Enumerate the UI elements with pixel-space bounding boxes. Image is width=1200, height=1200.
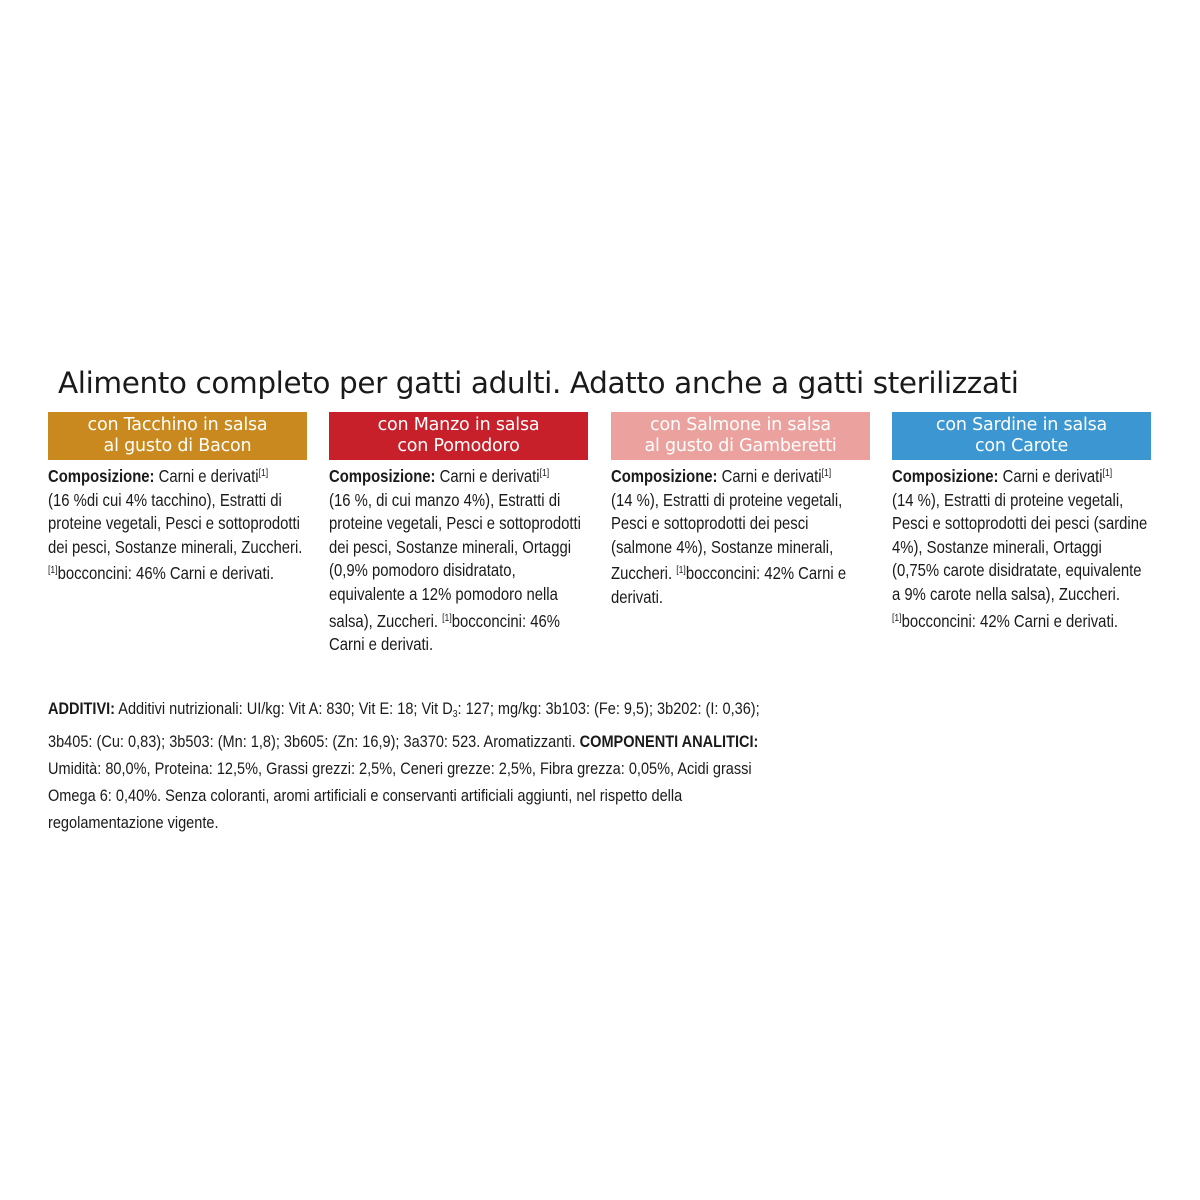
- banner-line-2: con Pomodoro: [397, 436, 520, 456]
- composition-part-c: bocconcini: 46% Carni e derivati.: [57, 563, 275, 584]
- analytical-text: Umidità: 80,0%, Proteina: 12,5%, Grassi grezzi: 2,5%, Ceneri grezze: 2,5%, Fibra grezza: 0,05%, Acidi grassi Omega 6: 0,40%. Senza coloranti, aromi artificiali e conservanti artificiali aggiunti, nel rispetto della regolamentazione vigente.: [48, 759, 752, 832]
- composition-text: [892, 462, 1151, 633]
- composition-part-c: bocconcini: 46% Carni e derivati.: [329, 610, 560, 655]
- footnote-marker: [1]: [1102, 468, 1113, 479]
- banner-line-1: con Sardine in salsa: [935, 415, 1108, 435]
- additives-section: [48, 695, 800, 836]
- banner-line-1: con Tacchino in salsa: [87, 415, 268, 435]
- additives-text-2: : 127; mg/kg: 3b103: (Fe: 9,5); 3b202: (I: 0,36); 3b405: (Cu: 0,83); 3b503: (Mn: 1,8); 3b605: (Zn: 16,9); 3a370: 523. Aromatizzanti.: [48, 699, 760, 751]
- variant-banner: [329, 412, 588, 460]
- variant-banner: [892, 412, 1151, 460]
- variant-manzo: [329, 412, 588, 657]
- variant-banner: [611, 412, 870, 460]
- composition-text: [611, 462, 870, 610]
- composition-label: Composizione:: [611, 466, 718, 486]
- composition-part-a: Carni e derivati: [154, 466, 259, 486]
- variant-tacchino: [48, 412, 307, 586]
- composition-part-c: bocconcini: 42% Carni e derivati.: [901, 610, 1119, 631]
- footnote-marker: [1]: [258, 468, 269, 479]
- composition-part-c: bocconcini: 42% Carni e derivati.: [611, 563, 847, 607]
- composition-part-b: (14 %), Estratti di proteine vegetali, Pesci e sottoprodotti dei pesci (salmone 4%), Sostanze minerali, Zuccheri.: [611, 489, 843, 584]
- composition-part-b: (16 %di cui 4% tacchino), Estratti di proteine vegetali, Pesci e sottoprodotti dei pesci, Sostanze minerali, Zuccheri.: [48, 489, 303, 557]
- variant-salmone: [611, 412, 870, 610]
- footnote-marker: [1]: [892, 612, 902, 624]
- banner-line-2: al gusto di Gamberetti: [644, 436, 837, 456]
- composition-part-a: Carni e derivati: [435, 466, 540, 486]
- composition-label: Composizione:: [329, 466, 436, 486]
- analytical-label: COMPONENTI ANALITICI:: [579, 732, 759, 751]
- composition-label: Composizione:: [892, 466, 999, 486]
- footnote-marker: [1]: [821, 468, 832, 479]
- composition-part-a: Carni e derivati: [998, 466, 1103, 486]
- banner-line-2: al gusto di Bacon: [103, 436, 252, 456]
- banner-line-2: con Carote: [974, 436, 1069, 456]
- banner-line-1: con Salmone in salsa: [650, 415, 831, 435]
- composition-part-b: (14 %), Estratti di proteine vegetali, Pesci e sottoprodotti dei pesci (sardine 4%), Sostanze minerali, Ortaggi (0,75% carote disidratate, equivalente a 9% carote nella salsa), Zuccheri.: [892, 489, 1148, 604]
- composition-text: [329, 462, 588, 657]
- footnote-marker: [1]: [676, 565, 686, 577]
- footnote-marker: [1]: [539, 468, 550, 479]
- composition-part-a: Carni e derivati: [717, 466, 822, 486]
- composition-part-b: (16 %, di cui manzo 4%), Estratti di proteine vegetali, Pesci e sottoprodotti dei pesci, Sostanze minerali, Ortaggi (0,9% pomodoro disidratato, equivalente a 12% pomodoro nella salsa), Zuccheri.: [329, 489, 581, 631]
- variant-banner: [48, 412, 307, 460]
- footnote-marker: [1]: [442, 612, 452, 624]
- banner-line-1: con Manzo in salsa: [377, 415, 540, 435]
- additives-text-1: Additivi nutrizionali: UI/kg: Vit A: 830; Vit E: 18; Vit D: [115, 699, 453, 718]
- footnote-marker: [1]: [48, 565, 58, 577]
- composition-label: Composizione:: [48, 466, 155, 486]
- additives-label: ADDITIVI:: [48, 699, 116, 718]
- variant-sardine: [892, 412, 1151, 633]
- subscript: 3: [452, 709, 458, 720]
- composition-text: [48, 462, 307, 586]
- page-title: Alimento completo per gatti adulti. Adatto anche a gatti sterilizzati: [58, 366, 1019, 400]
